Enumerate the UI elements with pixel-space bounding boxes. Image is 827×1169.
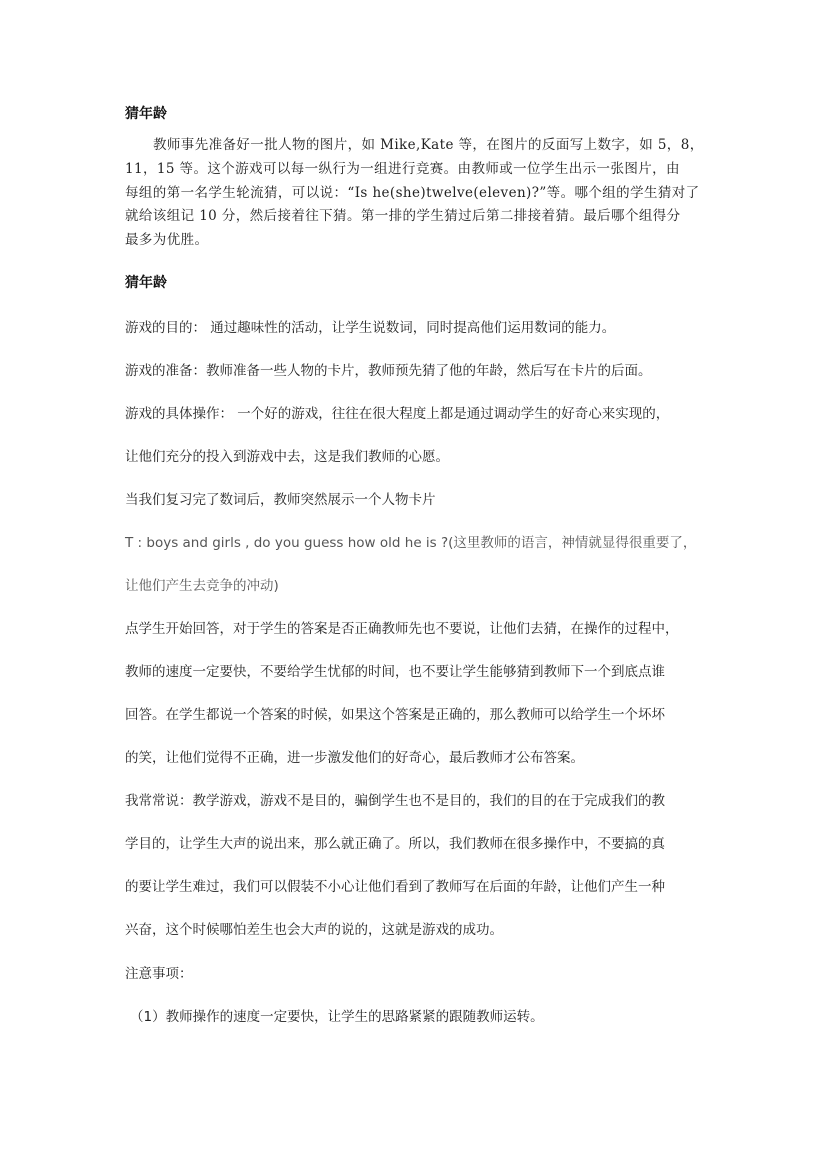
- section-2-line-9: 教师的速度一定要快，不要给学生忧郁的时间，也不要让学生能够猜到教师下一个到底点谁: [125, 664, 665, 680]
- section-2-line-2: 游戏的准备：教师准备一些人物的卡片，教师预先猜了他的年龄，然后写在卡片的后面。: [125, 363, 652, 379]
- section-2-line-17: （1）教师操作的速度一定要快，让学生的思路紧紧的跟随教师运转。: [130, 1009, 544, 1025]
- section-2-line-11: 的笑，让他们觉得不正确，进一步激发他们的好奇心，最后教师才公布答案。: [125, 750, 584, 766]
- section-2-line-3: 游戏的具体操作： 一个好的游戏，往往在很大程度上都是通过调动学生的好奇心来实现的，: [125, 406, 670, 422]
- section-2-line-8: 点学生开始回答，对于学生的答案是否正确教师先也不要说，让他们去猜，在操作的过程中，: [125, 621, 679, 637]
- section-2-line-16: 注意事项：: [125, 966, 193, 982]
- section-1-line-2: 11，15 等。这个游戏可以每一纵行为一组进行竞赛。由教师或一位学生出示一张图片，由: [125, 161, 680, 177]
- section-2-line-14: 的要让学生难过，我们可以假装不小心让他们看到了教师写在后面的年龄，让他们产生一种: [125, 879, 665, 895]
- section-2-line-7: 让他们产生去竞争的冲动): [125, 578, 279, 594]
- section-1-line-5: 最多为优胜。: [125, 232, 209, 248]
- section-2-line-5: 当我们复习完了数词后，教师突然展示一个人物卡片: [125, 492, 436, 508]
- section-2-line-6: T : boys and girls , do you guess how old he is ?(这里教师的语言，神情就显得很重要了，: [125, 535, 697, 551]
- section-2-line-10: 回答。在学生都说一个答案的时候，如果这个答案是正确的，那么教师可以给学生一个坏坏: [125, 707, 665, 723]
- section-2-line-13: 学目的，让学生大声的说出来，那么就正确了。所以，我们教师在很多操作中，不要搞的真: [125, 836, 665, 852]
- section-1-line-4: 就给该组记 10 分，然后接着往下猜。第一排的学生猜过后第二排接着猜。最后哪个组得分: [125, 208, 681, 224]
- section-2-line-4: 让他们充分的投入到游戏中去，这是我们教师的心愿。: [125, 449, 449, 465]
- section-2-line-12: 我常常说：教学游戏，游戏不是目的，骗倒学生也不是目的，我们的目的在于完成我们的教: [125, 793, 665, 809]
- section-1-line-1: 教师事先准备好一批人物的图片，如 Mike,Kate 等，在图片的反面写上数字，如 5，8，: [153, 137, 704, 153]
- section-1-title: 猜年龄: [125, 106, 167, 122]
- section-2-line-15: 兴奋，这个时候哪怕差生也会大声的说的，这就是游戏的成功。: [125, 922, 503, 938]
- section-2-line-1: 游戏的目的： 通过趣味性的活动，让学生说数词，同时提高他们运用数词的能力。: [125, 320, 616, 336]
- section-1-line-3: 每组的第一名学生轮流猜，可以说：“Is he(she)twelve(eleven)?”等。哪个组的学生猜对了: [125, 185, 700, 201]
- section-2-title: 猜年龄: [125, 275, 167, 291]
